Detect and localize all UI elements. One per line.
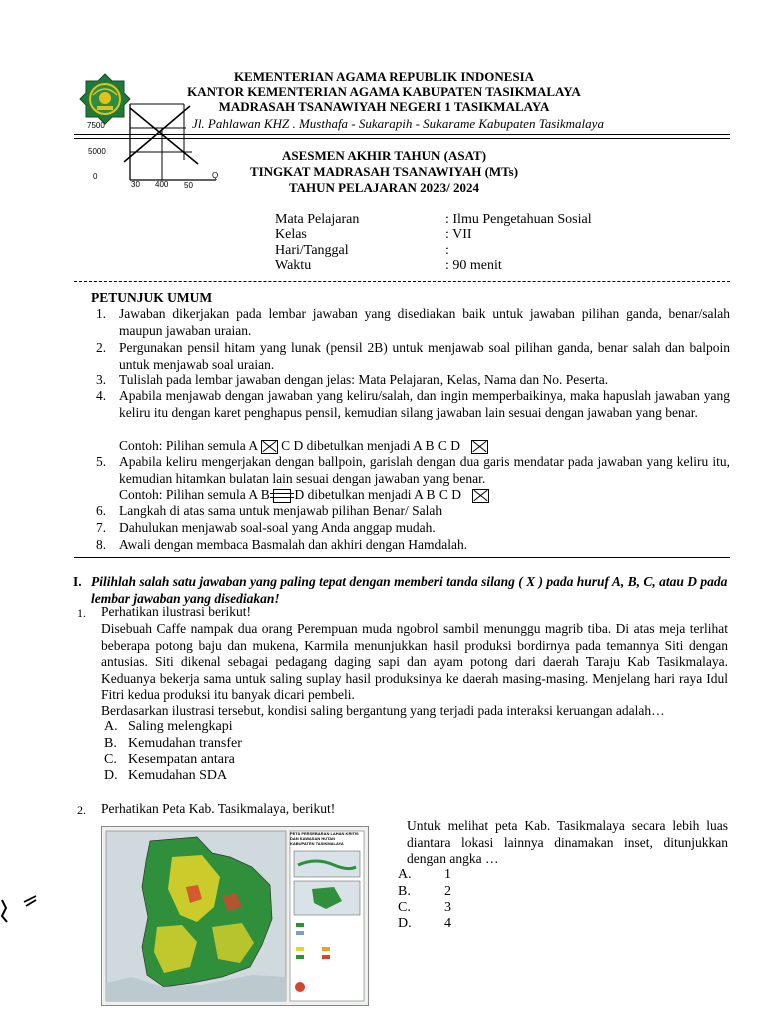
instruction-text: Apabila keliru mengerjakan dengan ballpoin, garislah dengan dua garis mendatar pada jawaban yang keliru itu, kemudian hitamkan bulatan lain sesuai dengan jawaban yang benar. bbox=[119, 454, 730, 486]
instruction-text: Jawaban dikerjakan pada lembar jawaban yang disediakan baik untuk jawaban pilihan ganda, benar/salah maupun jawaban uraian. bbox=[119, 306, 730, 338]
instruction-text: Tulislah pada lembar jawaban dengan jelas: Mata Pelajaran, Kelas, Nama dan No. Peserta. bbox=[119, 372, 609, 387]
instructions-divider bbox=[74, 557, 730, 558]
option-label[interactable]: A. bbox=[104, 719, 118, 734]
header-office: KANTOR KEMENTERIAN AGAMA KABUPATEN TASIKMALAYA bbox=[187, 84, 581, 99]
exam-year: TAHUN PELAJARAN 2023/ 2024 bbox=[288, 180, 480, 195]
option-label[interactable]: B. bbox=[104, 736, 117, 751]
option-text[interactable]: Kesempatan antara bbox=[128, 752, 235, 767]
graph-y-mid-label: 5000 bbox=[88, 147, 106, 156]
example-5-prefix: Contoh: Pilihan semula A B bbox=[119, 487, 270, 502]
option-text[interactable]: 2 bbox=[444, 884, 451, 899]
crossed-box-icon bbox=[261, 440, 278, 454]
instruction-number: 6. bbox=[96, 503, 107, 518]
graph-x1-label: 30 bbox=[131, 180, 140, 189]
instruction-number: 8. bbox=[96, 537, 107, 552]
pen-scribble-mark bbox=[0, 890, 40, 926]
header-double-divider bbox=[74, 134, 730, 139]
instruction-text: Dahulukan menjawab soal-soal yang Anda anggap mudah. bbox=[119, 520, 436, 535]
instruction-text: Awali dengan membaca Basmalah dan akhiri dengan Hamdalah. bbox=[119, 537, 468, 552]
option-label[interactable]: C. bbox=[398, 900, 411, 915]
map-title: PETA PERSEBARAN LAHAN KRITIS DAN KAWASAN HUTAN KABUPATEN TASIKMALAYA bbox=[290, 831, 359, 846]
option-label[interactable]: C. bbox=[104, 752, 117, 767]
option-text[interactable]: 3 bbox=[444, 900, 451, 915]
example-4-correction: C D dibetulkan menjadi A B C D bbox=[281, 438, 461, 453]
crossed-box-icon bbox=[472, 489, 489, 503]
graph-x3-label: 50 bbox=[184, 181, 193, 190]
graph-y-top-label: 7500 bbox=[87, 121, 105, 130]
instruction-text: Pergunakan pensil hitam yang lunak (pensil 2B) untuk menjawab soal pilihan ganda, benar salah dan balpoin untuk menjawab soal uraian. bbox=[119, 340, 730, 372]
graph-x2-label: 400 bbox=[155, 180, 169, 189]
question-2-number: 2. bbox=[77, 803, 86, 817]
info-subject-label: Mata Pelajaran bbox=[275, 212, 360, 227]
instruction-number: 2. bbox=[96, 340, 107, 355]
info-subject-value: : Ilmu Pengetahuan Sosial bbox=[445, 212, 592, 227]
instruction-number: 1. bbox=[96, 306, 107, 321]
tasikmalaya-map bbox=[101, 826, 369, 1006]
exam-level: TINGKAT MADRASAH TSANAWIYAH (MTs) bbox=[249, 164, 519, 179]
info-date-value: : bbox=[445, 243, 449, 258]
option-label[interactable]: A. bbox=[398, 867, 412, 882]
question-1-prompt: Berdasarkan ilustrasi tersebut, kondisi saling bergantung yang terjadi pada interaksi keruangan adalah… bbox=[101, 703, 665, 718]
header-school: MADRASAH TSANAWIYAH NEGERI 1 TASIKMALAYA bbox=[218, 99, 550, 114]
graph-q-label: Q bbox=[212, 171, 219, 180]
instruction-number: 5. bbox=[96, 454, 107, 469]
question-2-prompt: Untuk melihat peta Kab. Tasikmalaya secara lebih luas diantara lokasi lainnya dinamakan inset, ditunjukkan dengan angka … bbox=[407, 818, 728, 866]
info-class-value: : VII bbox=[445, 227, 472, 242]
question-1-number: 1. bbox=[77, 606, 86, 620]
option-label[interactable]: D. bbox=[398, 916, 412, 931]
option-text[interactable]: Kemudahan SDA bbox=[128, 768, 228, 783]
example-5 bbox=[119, 487, 489, 504]
header-ministry: KEMENTERIAN AGAMA REPUBLIK INDONESIA bbox=[233, 69, 535, 84]
header-address: Jl. Pahlawan KHZ . Musthafa - Sukarapih - Sukarame Kabupaten Tasikmalaya bbox=[192, 116, 604, 131]
instruction-number: 7. bbox=[96, 520, 107, 535]
question-2-intro: Perhatikan Peta Kab. Tasikmalaya, berikut! bbox=[101, 801, 336, 816]
example-4-prefix: Contoh: Pilihan semula A bbox=[119, 438, 258, 453]
info-date-label: Hari/Tanggal bbox=[275, 243, 349, 258]
info-class-label: Kelas bbox=[275, 227, 307, 242]
option-text[interactable]: 4 bbox=[444, 916, 451, 931]
instructions-heading: PETUNJUK UMUM bbox=[91, 290, 213, 305]
instruction-text: Apabila menjawab dengan jawaban yang keliru/salah, dan ingin memperbaikinya, maka hapuslah jawaban yang keliru itu dengan karet penghapus pensil, kemudian silang jawaban lain sesuai dengan jawaban yang benar. bbox=[119, 388, 730, 420]
graph-origin-label: 0 bbox=[93, 172, 98, 181]
double-strike-box-icon bbox=[273, 489, 291, 503]
section-roman: I. bbox=[73, 574, 82, 589]
instruction-text: Langkah di atas sama untuk menjawab pilihan Benar/ Salah bbox=[119, 503, 443, 518]
option-label[interactable]: D. bbox=[104, 768, 118, 783]
info-time-value: : 90 menit bbox=[445, 258, 502, 273]
crossed-box-icon bbox=[471, 440, 488, 454]
option-label[interactable]: B. bbox=[398, 884, 411, 899]
instruction-number: 4. bbox=[96, 388, 107, 403]
info-time-label: Waktu bbox=[275, 258, 312, 273]
example-4 bbox=[119, 438, 488, 455]
example-5-correction: D dibetulkan menjadi A B C D bbox=[294, 487, 462, 502]
question-1-intro: Perhatikan ilustrasi berikut! bbox=[101, 604, 251, 619]
option-text[interactable]: Kemudahan transfer bbox=[128, 736, 242, 751]
option-text[interactable]: 1 bbox=[444, 867, 451, 882]
question-1-body: Disebuah Caffe nampak dua orang Perempuan muda ngobrol sambil menunggu magrib tiba. Di atas meja terlihat beberapa potong baju dan mukena, Karmila menunjukkan hasil produksi bordirnya pada temannya Siti dengan antusias. Siti dikenal sebagai pedagang daging sapi dan ayam potong dari daerah Taraju Kab Tasikmalaya. Keduanya bekerja sama untuk saling suplay hasil produksinya ke daerah masing-masing. Menjelang hari raya Idul Fitri kedua produksi itu banyak dicari pembeli. bbox=[101, 621, 728, 702]
section-instruction: Pilihlah salah satu jawaban yang paling tepat dengan memberi tanda silang ( X ) pada huruf A, B, C, atau D pada lembar jawaban yang disediakan! bbox=[91, 574, 728, 606]
option-text[interactable]: Saling melengkapi bbox=[128, 719, 233, 734]
exam-title: ASESMEN AKHIR TAHUN (ASAT) bbox=[281, 148, 487, 163]
info-dashed-divider bbox=[74, 281, 730, 282]
instruction-number: 3. bbox=[96, 372, 107, 387]
